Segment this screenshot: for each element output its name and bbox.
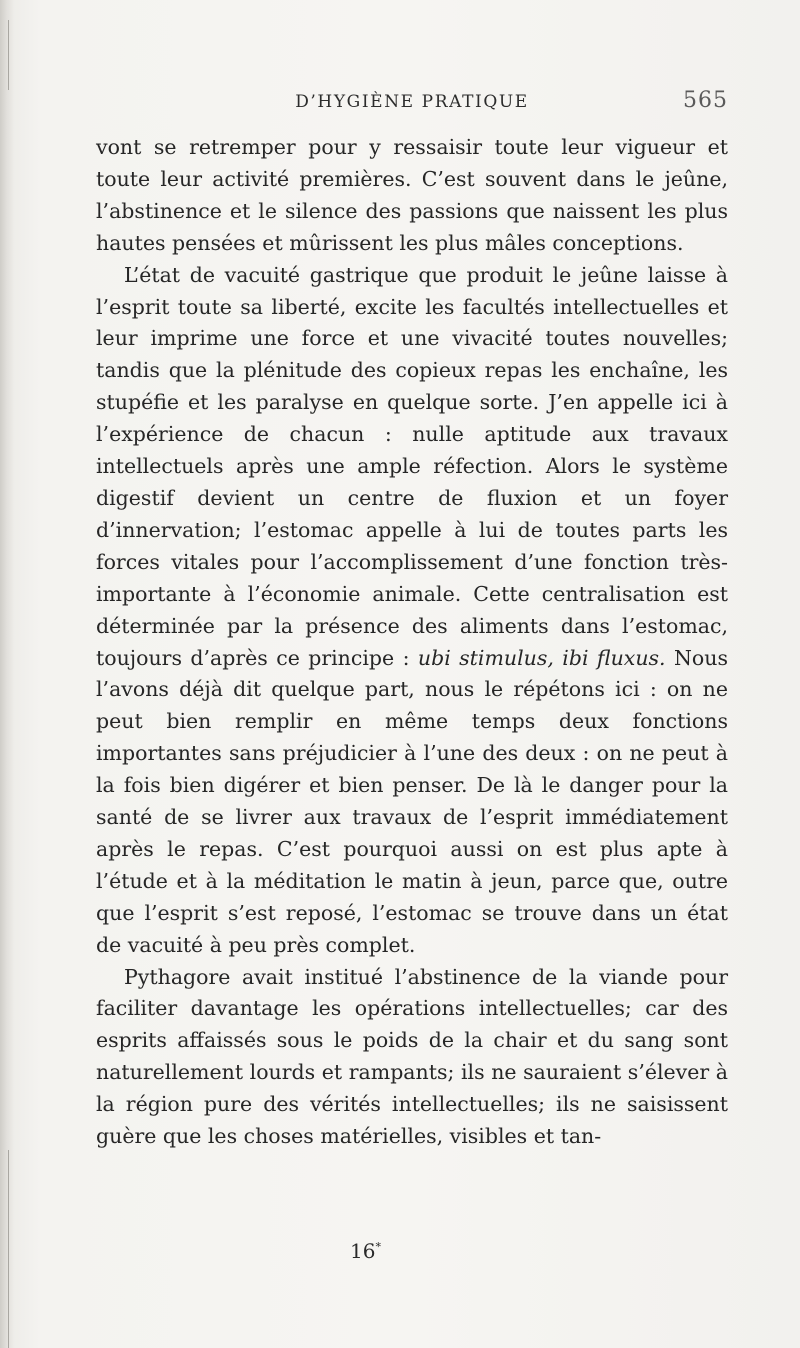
- paragraph-2-text: L’état de vacuité gastrique que produit le jeûne laisse à l’esprit toute sa liberté, excite les facultés intellectuelles et leur imprime une force et une vivacité toutes nouvelles; tandis que la plénitude des copieux repas les enchaîne, les stupéfie et les paralyse en quelque sorte. J’en appelle ici à l’expérience de chacun : nulle aptitude aux travaux intellectuels après une ample réfection. Alors le système digestif devient un centre de fluxion et un foyer d’innervation; l’estomac appelle à lui de toutes parts les forces vitales pour l’accomplissement d’une fonction très-importante à l’économie animale. Cette centralisation est déterminée par la présence des aliments dans l’estomac, toujours d’après ce principe :: [96, 262, 728, 670]
- running-head: [96, 88, 728, 122]
- gutter-line: [8, 20, 9, 90]
- paragraph-1: [96, 132, 728, 260]
- running-title: D’HYGIÈNE PRATIQUE: [295, 92, 529, 112]
- body-text: [96, 132, 728, 1153]
- signature-mark: [350, 1239, 381, 1263]
- gutter-line: [8, 1150, 9, 1348]
- page-gutter-shadow: [0, 0, 14, 1348]
- signature-star: *: [375, 1240, 381, 1254]
- page-number: 565: [683, 88, 728, 113]
- paragraph-3-text: Pythagore avait institué l’abstinence de la viande pour faciliter davantage les opérations intellectuelles; car des esprits affaissés sous le poids de la chair et du sang sont naturellement lourds et rampants; ils ne sauraient s’élever à la région pure des vérités intellectuelles; ils ne saisissent guère que les choses matérielles, visibles et tan-: [96, 964, 728, 1149]
- paragraph-2: [96, 260, 728, 962]
- paragraph-2-text-continued: Nous l’avons déjà dit quelque part, nous le répétons ici : on ne peut bien remplir en même temps deux fonctions importantes sans préjudicier à l’une des deux : on ne peut à la fois bien digérer et bien penser. De là le danger pour la santé de se livrer aux travaux de l’esprit immédiatement après le repas. C’est pourquoi aussi on est plus apte à l’étude et à la méditation le matin à jeun, parce que, outre que l’esprit s’est reposé, l’estomac se trouve dans un état de vacuité à peu près complet.: [96, 645, 728, 957]
- paragraph-3: [96, 962, 728, 1153]
- signature-number: 16: [350, 1239, 376, 1263]
- paragraph-1-text: vont se retremper pour y ressaisir toute leur vigueur et toute leur activité premières. C’est souvent dans le jeûne, l’abstinence et le silence des passions que naissent les plus hautes pensées et mûrissent les plus mâles conceptions.: [96, 135, 728, 255]
- latin-maxim: ubi stimulus, ibi fluxus.: [417, 645, 666, 670]
